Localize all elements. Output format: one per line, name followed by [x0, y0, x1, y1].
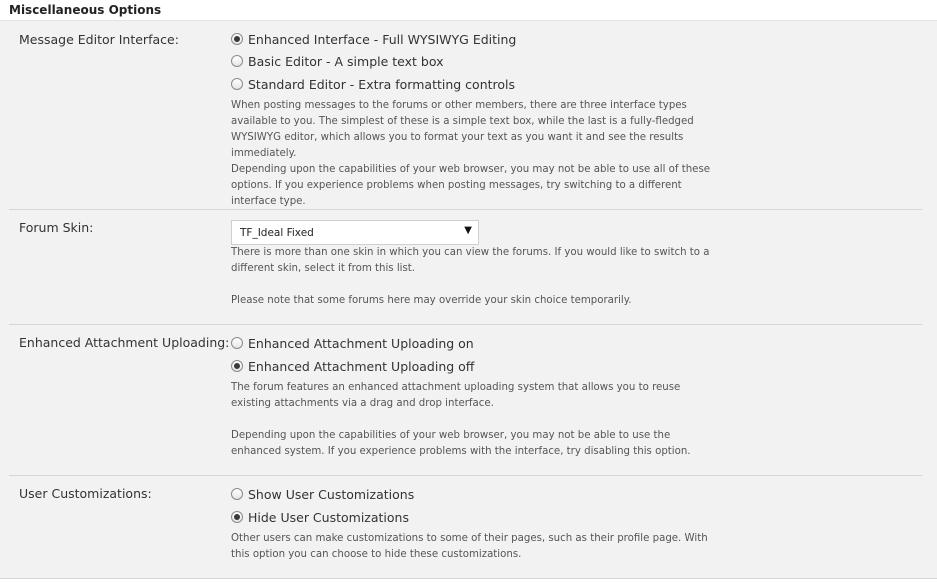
radio-label: Hide User Customizations [248, 509, 409, 525]
radio-label: Enhanced Attachment Uploading on [248, 335, 474, 351]
radio-button[interactable] [231, 511, 243, 523]
radio-button[interactable] [231, 33, 243, 45]
attachment-option-off[interactable] [231, 357, 474, 375]
section-divider [9, 209, 922, 210]
radio-button[interactable] [231, 337, 243, 349]
editor-help-note: Depending upon the capabilities of your web browser, you may not be able to use all of these options. If you experience problems when posting messages, try switching to a different interface type. [231, 164, 711, 207]
skin-help-note: Please note that some forums here may override your skin choice temporarily. [231, 295, 632, 306]
editor-help-text: When posting messages to the forums or other members, there are three interface types available to you. The simplest of these is a simple text box, while the last is a fully-fledged WYSIWYG editor, which allows you to format your text as you want it and see the results immediately. [231, 100, 694, 159]
section-title: Miscellaneous Options [9, 3, 162, 17]
section-divider [9, 475, 922, 476]
skin-help-text: There is more than one skin in which you can view the forums. If you would like to switch to a different skin, select it from this list. [231, 247, 710, 274]
user-customizations-label: User Customizations: [19, 486, 152, 501]
forum-skin-label: Forum Skin: [19, 220, 94, 235]
customizations-option-hide[interactable] [231, 508, 409, 526]
radio-button[interactable] [231, 360, 243, 372]
radio-label: Standard Editor - Extra formatting controls [248, 76, 516, 92]
radio-button[interactable] [231, 488, 243, 500]
editor-option-basic[interactable] [231, 52, 444, 70]
radio-button[interactable] [231, 55, 243, 67]
section-header [0, 0, 937, 21]
forum-skin-select[interactable] [231, 220, 479, 245]
attachment-help-text: The forum features an enhanced attachment uploading system that allows you to reuse existing attachments via a drag and drop interface. [231, 382, 681, 409]
editor-option-standard[interactable] [231, 75, 515, 93]
radio-label: Basic Editor - A simple text box [248, 53, 444, 69]
editor-interface-label: Message Editor Interface: [19, 32, 179, 47]
attachment-option-on[interactable] [231, 334, 474, 352]
radio-button[interactable] [231, 78, 243, 90]
chevron-down-icon[interactable]: ▼ [464, 225, 472, 236]
section-bottom-border [0, 578, 937, 582]
radio-label: Enhanced Attachment Uploading off [248, 358, 475, 374]
forum-skin-selected-value: TF_Ideal Fixed [240, 227, 314, 239]
attachment-help-note: Depending upon the capabilities of your web browser, you may not be able to use the enhanced system. If you experience problems with the interface, try disabling this option. [231, 430, 691, 457]
section-divider [9, 324, 922, 325]
attachment-uploading-label: Enhanced Attachment Uploading: [19, 335, 230, 350]
editor-option-enhanced[interactable] [231, 30, 516, 48]
customizations-option-show[interactable] [231, 485, 414, 503]
radio-label: Enhanced Interface - Full WYSIWYG Editing [248, 31, 517, 47]
customizations-help-text: Other users can make customizations to some of their pages, such as their profile page. With this option you can choose to hide these customizations. [231, 533, 708, 560]
radio-label: Show User Customizations [248, 486, 415, 502]
